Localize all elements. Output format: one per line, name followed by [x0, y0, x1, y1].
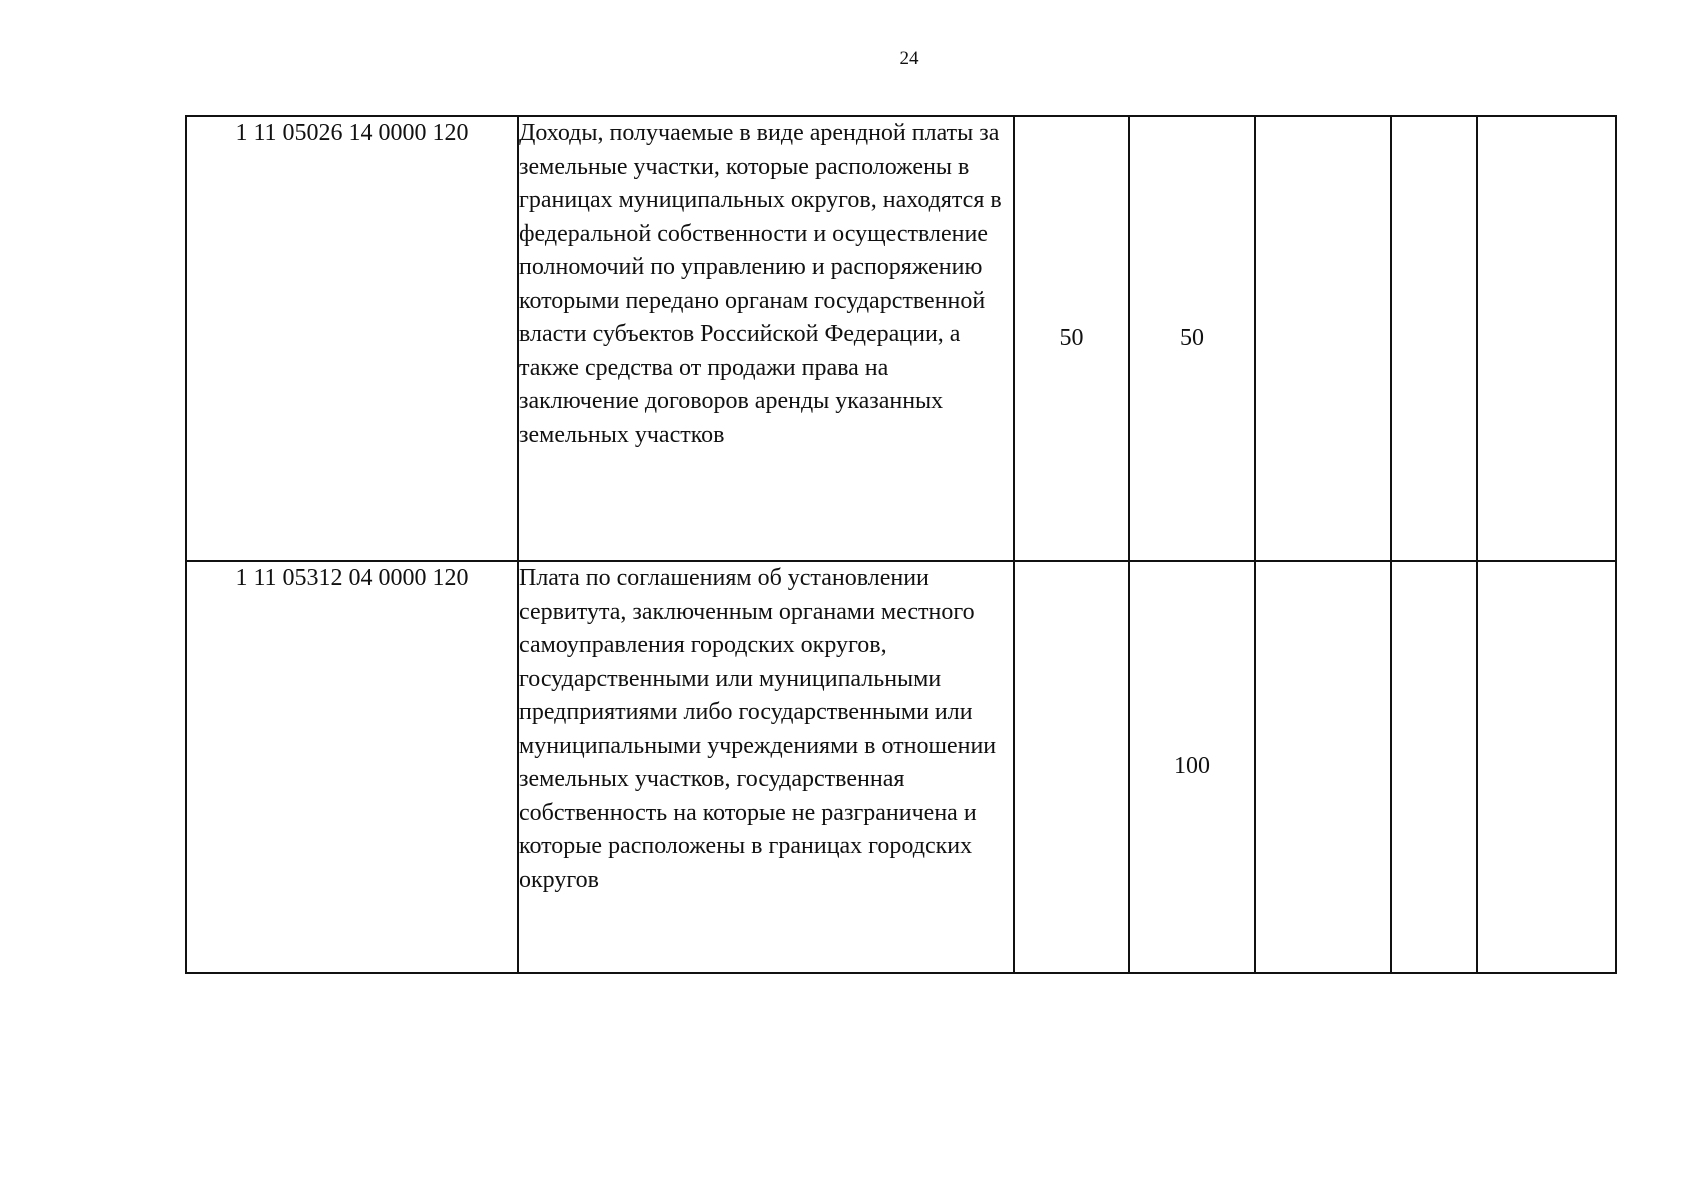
table-row: [186, 116, 1616, 561]
value-cell: 50: [1014, 116, 1129, 561]
revenue-table: [185, 115, 1617, 974]
budget-code-cell: 1 11 05026 14 0000 120: [186, 116, 518, 561]
value-cell: 50: [1129, 116, 1255, 561]
value-cell: [1477, 116, 1616, 561]
value-cell: [1391, 116, 1477, 561]
description-cell: Плата по соглашениям об установлении сервитута, заключенным органами местного самоуправления городских округов, государственными или муниципальными предприятиями либо государственными или муниципальными учреждениями в отношении земельных участков, государственная собственность на которые не разграничена и которые расположены в границах городских округов: [518, 561, 1014, 973]
value-cell: [1255, 116, 1391, 561]
value-cell: [1391, 561, 1477, 973]
value-cell: [1477, 561, 1616, 973]
table-row: [186, 561, 1616, 973]
page-number: 24: [899, 48, 919, 69]
budget-code-cell: 1 11 05312 04 0000 120: [186, 561, 518, 973]
description-cell: Доходы, получаемые в виде арендной платы за земельные участки, которые расположены в границах муниципальных округов, находятся в федеральной собственности и осуществление полномочий по управлению и распоряжению которыми передано органам государственной власти субъектов Российской Федерации, а также средства от продажи права на заключение договоров аренды указанных земельных участков: [518, 116, 1014, 561]
value-cell: [1255, 561, 1391, 973]
value-cell: 100: [1129, 561, 1255, 973]
value-cell: [1014, 561, 1129, 973]
